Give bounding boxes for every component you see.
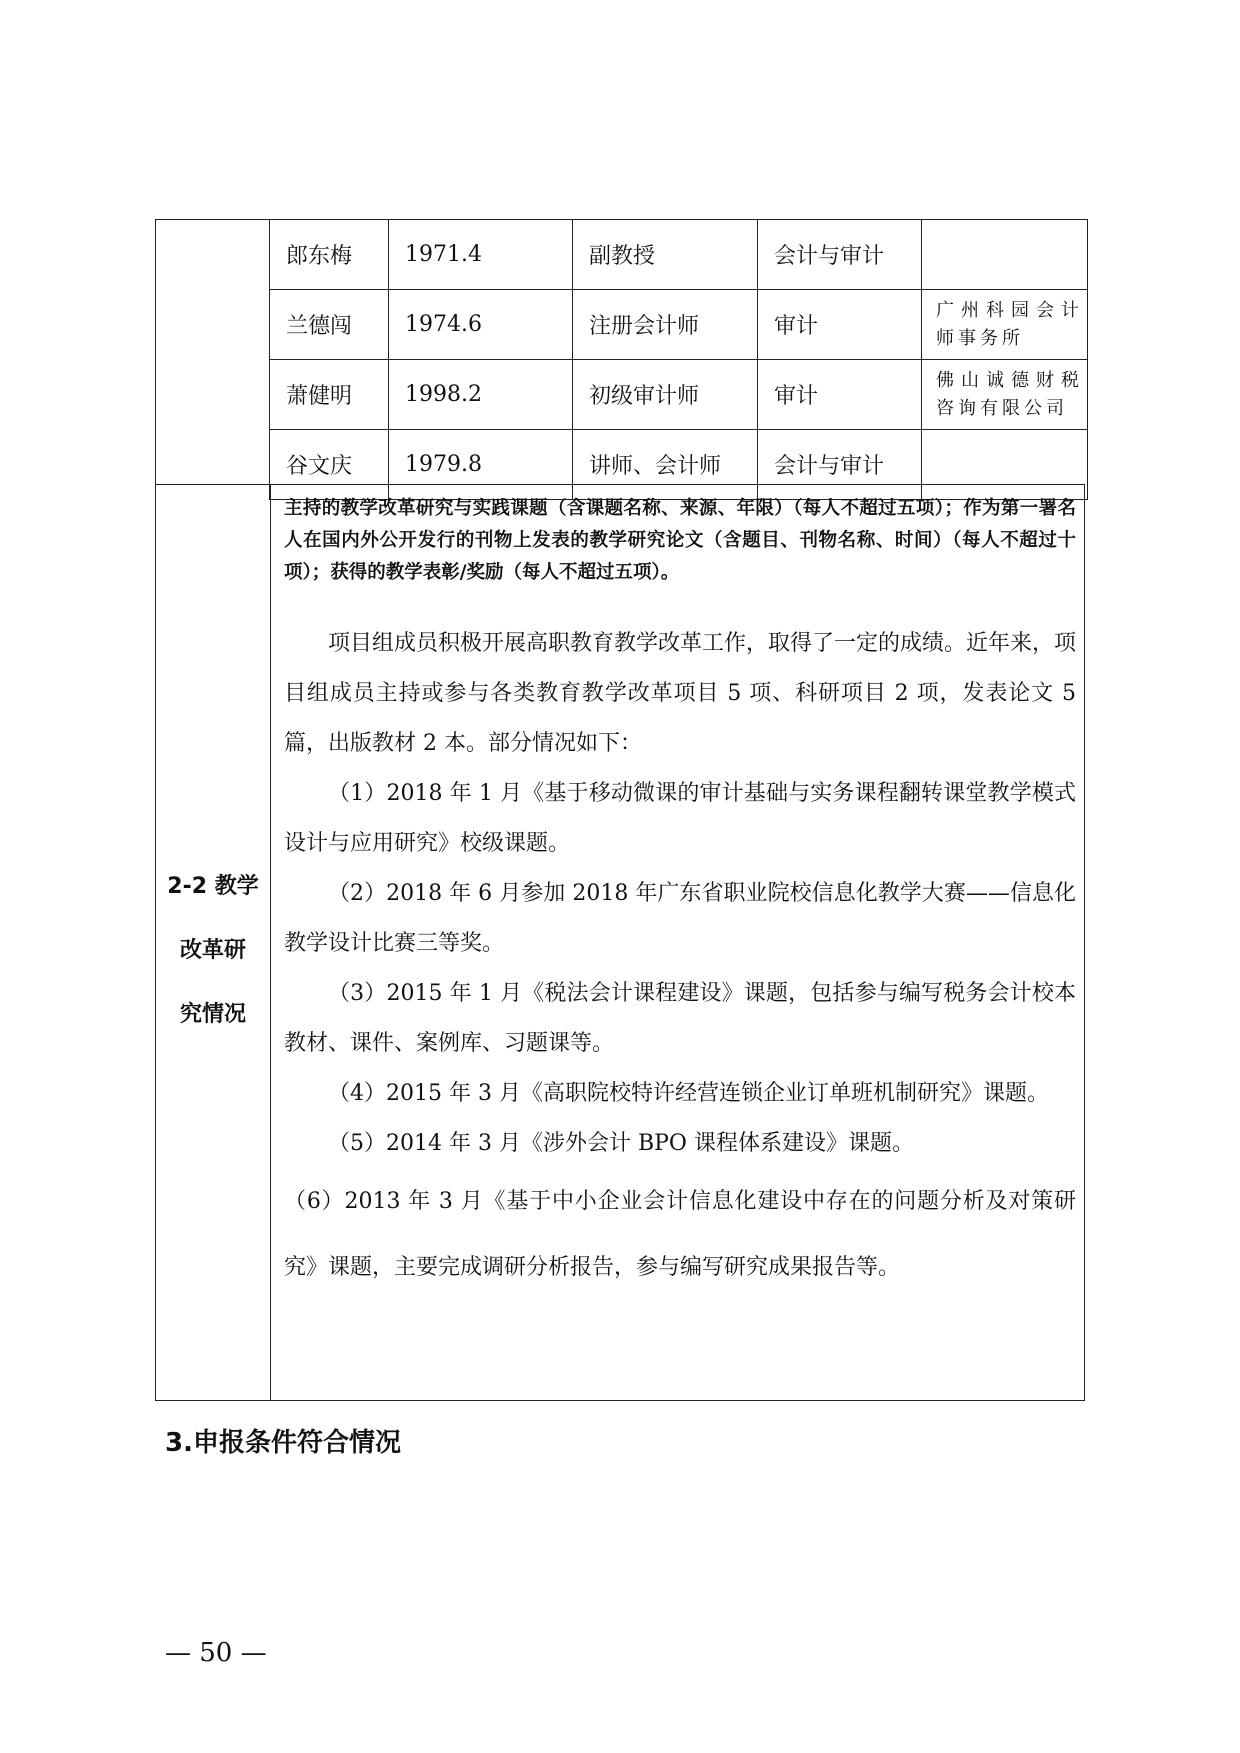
- section-3-title: 3.申报条件符合情况: [165, 1428, 401, 1458]
- member-field: 审计: [758, 290, 922, 360]
- member-org: [922, 220, 1088, 290]
- section-instruction: 主持的教学改革研究与实践课题（含课题名称、来源、年限）（每人不超过五项）；作为第一署名人在国内外公开发行的刊物上发表的教学研究论文（含题目、刊物名称、时间）（每人不超过十项）；获得的教学表彰/奖励（每人不超过五项）。: [284, 498, 1076, 583]
- section-label: [156, 855, 270, 1047]
- member-field: 会计与审计: [758, 220, 922, 290]
- page-number: — 50 —: [165, 1638, 267, 1668]
- member-title: 初级审计师: [573, 360, 758, 430]
- table-row: [156, 220, 1088, 290]
- member-birth: 1979.8: [389, 430, 573, 500]
- member-field: 审计: [758, 360, 922, 430]
- table-row: [156, 290, 1088, 360]
- member-title: 注册会计师: [573, 290, 758, 360]
- list-item: （3）2015 年 1 月《税法会计课程建设》课题，包括参与编写税务会计校本教材、课件、案例库、习题课等。: [284, 981, 1076, 1056]
- member-title: 讲师、会计师: [573, 430, 758, 500]
- list-item: （6）2013 年 3 月《基于中小企业会计信息化建设中存在的问题分析及对策研究》课题，主要完成调研分析报告，参与编写研究成果报告等。: [284, 1189, 1076, 1280]
- side-cell: [156, 220, 270, 500]
- list-item: （5）2014 年 3 月《涉外会计 BPO 课程体系建设》课题。: [328, 1131, 914, 1156]
- list-item: （2）2018 年 6 月参加 2018 年广东省职业院校信息化教学大赛——信息化教学设计比赛三等奖。: [284, 881, 1076, 956]
- member-field: 会计与审计: [758, 430, 922, 500]
- member-table: [155, 219, 1088, 500]
- section-label-line: 究情况: [179, 1002, 246, 1027]
- section-label-line: 改革研: [179, 938, 246, 963]
- section-label-line: 2-2 教学: [167, 874, 259, 899]
- member-name: 萧健明: [270, 360, 389, 430]
- section-content: [284, 493, 1076, 1301]
- intro-paragraph: 项目组成员积极开展高职教育教学改革工作，取得了一定的成绩。近年来，项目组成员主持或参与各类教育教学改革项目 5 项、科研项目 2 项，发表论文 5 篇，出版教材 2 本。部分情况如下：: [284, 631, 1077, 756]
- member-name: 兰德闯: [270, 290, 389, 360]
- member-birth: 1971.4: [389, 220, 573, 290]
- column-divider: [270, 485, 271, 1400]
- member-org: 广州科园会计师事务所: [922, 290, 1088, 360]
- member-birth: 1974.6: [389, 290, 573, 360]
- list-item: （4）2015 年 3 月《高职院校特许经营连锁企业订单班机制研究》课题。: [328, 1081, 1049, 1106]
- member-org: 佛山诚德财税咨询有限公司: [922, 360, 1088, 430]
- member-birth: 1998.2: [389, 360, 573, 430]
- table-row: [156, 360, 1088, 430]
- member-name: 谷文庆: [270, 430, 389, 500]
- teaching-reform-section: [155, 484, 1085, 1401]
- member-name: 郎东梅: [270, 220, 389, 290]
- member-title: 副教授: [573, 220, 758, 290]
- list-item: （1）2018 年 1 月《基于移动微课的审计基础与实务课程翻转课堂教学模式设计与应用研究》校级课题。: [284, 781, 1076, 856]
